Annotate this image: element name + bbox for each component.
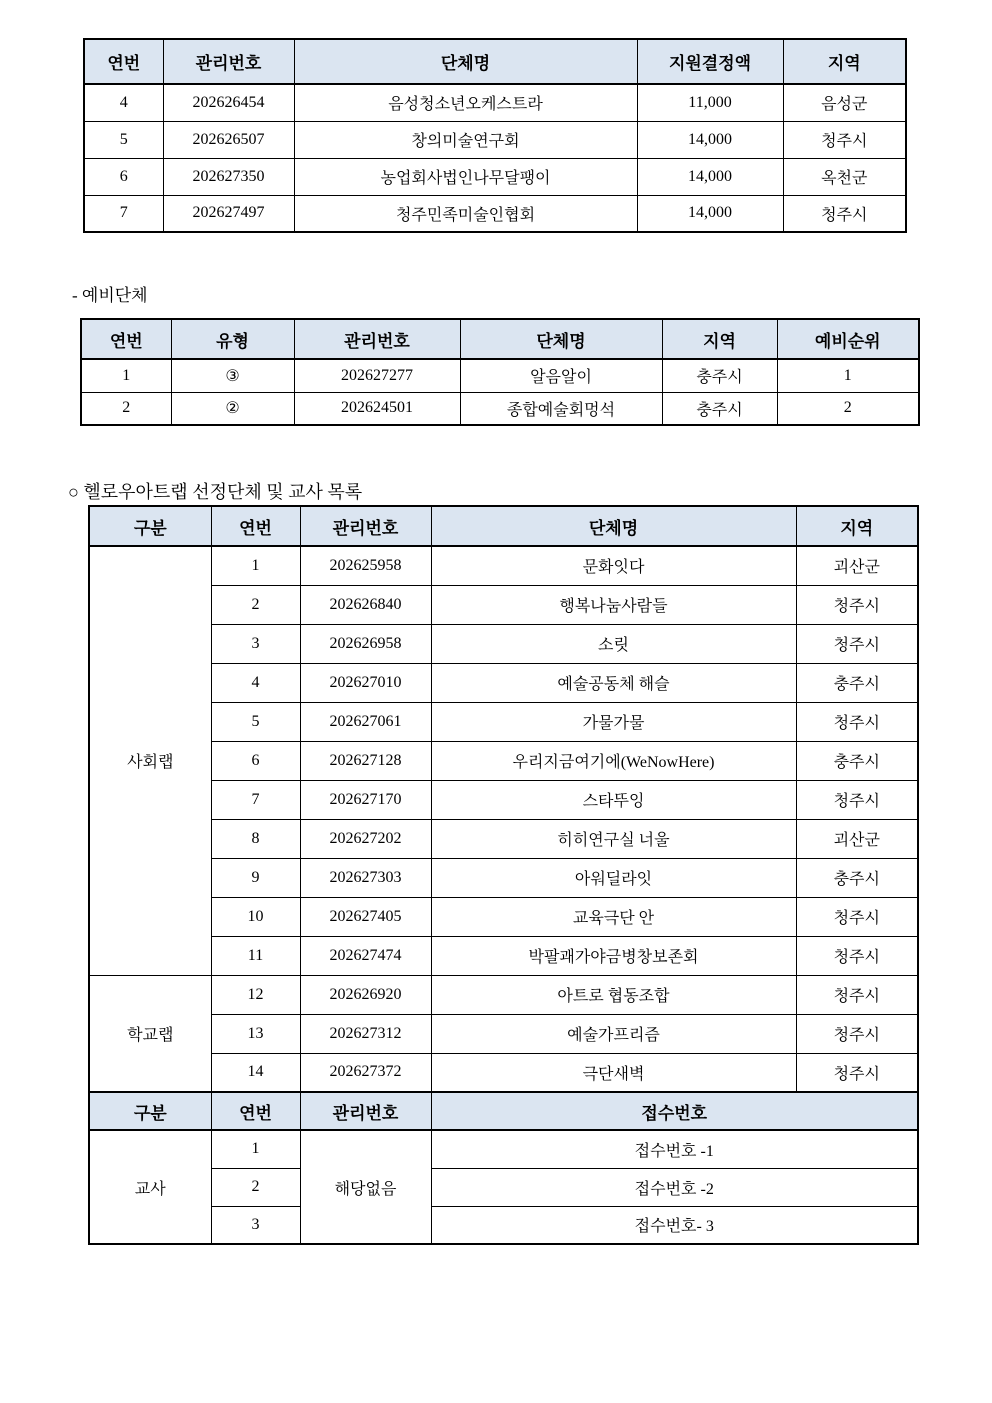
table-row	[81, 392, 919, 425]
seq-cell: 1	[211, 546, 300, 585]
mgmt-no-cell: 202627303	[300, 858, 431, 897]
org-name-cell: 청주민족미술인협회	[294, 195, 637, 232]
seq-cell: 6	[211, 741, 300, 780]
seq-cell: 14	[211, 1053, 300, 1092]
mgmt-no-cell: 202627474	[300, 936, 431, 975]
seq-cell: 5	[84, 121, 163, 158]
amount-cell: 14,000	[637, 121, 783, 158]
grant-header-row	[84, 39, 906, 84]
org-name-cell: 농업회사법인나무달팽이	[294, 158, 637, 195]
type-cell: ③	[171, 359, 294, 392]
header-region: 지역	[796, 506, 918, 546]
artlab-table	[88, 505, 919, 1245]
table-row	[89, 624, 918, 663]
receipt-no-cell: 접수번호 -2	[431, 1168, 918, 1206]
org-name-cell: 교육극단 안	[431, 897, 796, 936]
header-seq: 연번	[81, 319, 171, 359]
group-school-lab-cell: 학교랩	[89, 975, 211, 1092]
mgmt-no-cell: 202627312	[300, 1014, 431, 1053]
rank-cell: 1	[777, 359, 919, 392]
region-cell: 청주시	[796, 624, 918, 663]
seq-cell: 7	[84, 195, 163, 232]
mgmt-no-cell: 202627277	[294, 359, 460, 392]
org-name-cell: 소릿	[431, 624, 796, 663]
header-org-name: 단체명	[460, 319, 662, 359]
region-cell: 충주시	[662, 392, 777, 425]
table-row	[89, 741, 918, 780]
mgmt-no-cell: 202627010	[300, 663, 431, 702]
region-cell: 청주시	[796, 897, 918, 936]
mgmt-no-cell: 202627497	[163, 195, 294, 232]
type-cell: ②	[171, 392, 294, 425]
header-mgmt-no: 관리번호	[300, 506, 431, 546]
mgmt-no-cell: 202627372	[300, 1053, 431, 1092]
org-name-cell: 예술가프리즘	[431, 1014, 796, 1053]
table-row	[89, 975, 918, 1014]
seq-cell: 4	[84, 84, 163, 121]
receipt-no-cell: 접수번호- 3	[431, 1206, 918, 1244]
table-row	[89, 1130, 918, 1168]
region-cell: 음성군	[783, 84, 906, 121]
region-cell: 충주시	[662, 359, 777, 392]
region-cell: 충주시	[796, 741, 918, 780]
mgmt-no-cell: 202626920	[300, 975, 431, 1014]
region-cell: 충주시	[796, 858, 918, 897]
header-mgmt-no: 관리번호	[294, 319, 460, 359]
table-row	[84, 158, 906, 195]
seq-cell: 2	[211, 585, 300, 624]
not-applicable-cell: 해당없음	[300, 1130, 431, 1244]
teacher-group-cell: 교사	[89, 1130, 211, 1244]
seq-cell: 7	[211, 780, 300, 819]
header-seq: 연번	[211, 1092, 300, 1130]
receipt-no-cell: 접수번호 -1	[431, 1130, 918, 1168]
group-social-lab-cell: 사회랩	[89, 546, 211, 975]
header-mgmt-no: 관리번호	[300, 1092, 431, 1130]
region-cell: 청주시	[796, 1053, 918, 1092]
table-row	[81, 359, 919, 392]
region-cell: 괴산군	[796, 819, 918, 858]
org-name-cell: 음성청소년오케스트라	[294, 84, 637, 121]
table-row	[89, 585, 918, 624]
org-name-cell: 가물가물	[431, 702, 796, 741]
seq-cell: 3	[211, 624, 300, 663]
org-name-cell: 행복나눔사람들	[431, 585, 796, 624]
table-row	[89, 546, 918, 585]
org-name-cell: 창의미술연구회	[294, 121, 637, 158]
seq-cell: 12	[211, 975, 300, 1014]
teacher-header-row	[89, 1092, 918, 1130]
seq-cell: 10	[211, 897, 300, 936]
reserve-section-title: - 예비단체	[72, 286, 148, 305]
table-row	[89, 780, 918, 819]
table-row	[89, 1014, 918, 1053]
table-row	[84, 121, 906, 158]
header-seq: 연번	[84, 39, 163, 84]
mgmt-no-cell: 202627170	[300, 780, 431, 819]
seq-cell: 5	[211, 702, 300, 741]
mgmt-no-cell: 202626958	[300, 624, 431, 663]
header-org-name: 단체명	[294, 39, 637, 84]
mgmt-no-cell: 202624501	[294, 392, 460, 425]
table-row	[89, 1053, 918, 1092]
region-cell: 옥천군	[783, 158, 906, 195]
region-cell: 충주시	[796, 663, 918, 702]
mgmt-no-cell: 202627061	[300, 702, 431, 741]
region-cell: 청주시	[796, 702, 918, 741]
region-cell: 청주시	[796, 936, 918, 975]
mgmt-no-cell: 202626454	[163, 84, 294, 121]
rank-cell: 2	[777, 392, 919, 425]
seq-cell: 6	[84, 158, 163, 195]
table-row	[89, 1168, 918, 1206]
table-row	[89, 663, 918, 702]
org-name-cell: 극단새벽	[431, 1053, 796, 1092]
region-cell: 청주시	[783, 121, 906, 158]
header-org-name: 단체명	[431, 506, 796, 546]
header-receipt-no: 접수번호	[431, 1092, 918, 1130]
reserve-header-row	[81, 319, 919, 359]
header-category: 구분	[89, 506, 211, 546]
org-name-cell: 아워딜라잇	[431, 858, 796, 897]
header-region: 지역	[662, 319, 777, 359]
mgmt-no-cell: 202626840	[300, 585, 431, 624]
org-name-cell: 알음알이	[460, 359, 662, 392]
mgmt-no-cell: 202625958	[300, 546, 431, 585]
amount-cell: 14,000	[637, 158, 783, 195]
header-type: 유형	[171, 319, 294, 359]
org-name-cell: 문화잇다	[431, 546, 796, 585]
table-row	[89, 936, 918, 975]
mgmt-no-cell: 202627350	[163, 158, 294, 195]
artlab-section-title: ○ 헬로우아트랩 선정단체 및 교사 목록	[68, 482, 363, 502]
org-name-cell: 스타뚜잉	[431, 780, 796, 819]
table-row	[89, 897, 918, 936]
mgmt-no-cell: 202626507	[163, 121, 294, 158]
seq-cell: 8	[211, 819, 300, 858]
seq-cell: 1	[81, 359, 171, 392]
header-mgmt-no: 관리번호	[163, 39, 294, 84]
seq-cell: 11	[211, 936, 300, 975]
table-row	[89, 858, 918, 897]
mgmt-no-cell: 202627128	[300, 741, 431, 780]
mgmt-no-cell: 202627405	[300, 897, 431, 936]
artlab-header-row	[89, 506, 918, 546]
grant-table	[83, 38, 907, 233]
reserve-table	[80, 318, 920, 426]
seq-cell: 2	[81, 392, 171, 425]
header-grant-amount: 지원결정액	[637, 39, 783, 84]
header-seq: 연번	[211, 506, 300, 546]
mgmt-no-cell: 202627202	[300, 819, 431, 858]
seq-cell: 1	[211, 1130, 300, 1168]
org-name-cell: 아트로 협동조합	[431, 975, 796, 1014]
org-name-cell: 우리지금여기에(WeNowHere)	[431, 741, 796, 780]
seq-cell: 3	[211, 1206, 300, 1244]
org-name-cell: 예술공동체 해슬	[431, 663, 796, 702]
header-region: 지역	[783, 39, 906, 84]
org-name-cell: 히히연구실 너울	[431, 819, 796, 858]
org-name-cell: 종합예술회멍석	[460, 392, 662, 425]
region-cell: 청주시	[783, 195, 906, 232]
table-row	[84, 84, 906, 121]
region-cell: 괴산군	[796, 546, 918, 585]
table-row	[84, 195, 906, 232]
table-row	[89, 702, 918, 741]
table-row	[89, 1206, 918, 1244]
table-row	[89, 819, 918, 858]
region-cell: 청주시	[796, 585, 918, 624]
seq-cell: 13	[211, 1014, 300, 1053]
org-name-cell: 박팔괘가야금병창보존회	[431, 936, 796, 975]
seq-cell: 2	[211, 1168, 300, 1206]
seq-cell: 9	[211, 858, 300, 897]
region-cell: 청주시	[796, 1014, 918, 1053]
region-cell: 청주시	[796, 780, 918, 819]
seq-cell: 4	[211, 663, 300, 702]
amount-cell: 11,000	[637, 84, 783, 121]
header-category: 구분	[89, 1092, 211, 1130]
region-cell: 청주시	[796, 975, 918, 1014]
amount-cell: 14,000	[637, 195, 783, 232]
header-reserve-rank: 예비순위	[777, 319, 919, 359]
